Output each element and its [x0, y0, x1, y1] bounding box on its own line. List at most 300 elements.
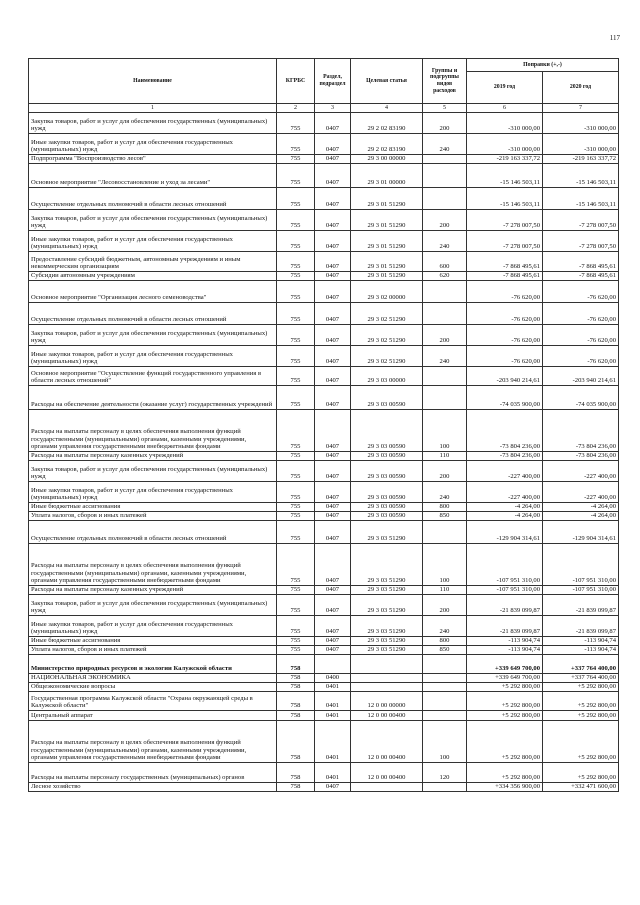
row-kgrbs: 755	[277, 164, 315, 188]
row-value-2019: -203 940 214,61	[467, 367, 543, 386]
row-section: 0407	[315, 544, 351, 586]
row-name: Иные бюджетные ассигнования	[29, 503, 277, 512]
row-expense-group: 240	[423, 482, 467, 503]
row-section: 0407	[315, 410, 351, 452]
row-target-article	[351, 683, 423, 692]
header-target-article: Целевая статья	[351, 59, 423, 104]
row-target-article: 29 3 03 51290	[351, 544, 423, 586]
row-expense-group: 850	[423, 646, 467, 655]
row-value-2019: -129 904 314,61	[467, 521, 543, 544]
row-section: 0407	[315, 281, 351, 303]
row-section: 0407	[315, 325, 351, 346]
row-value-2019: +5 292 800,00	[467, 721, 543, 763]
row-name: Осуществление отдельных полномочий в области лесных отношений	[29, 303, 277, 325]
row-name: Расходы на выплаты персоналу государственных (муниципальных) органов	[29, 763, 277, 783]
row-target-article: 29 3 03 00590	[351, 482, 423, 503]
row-section: 0407	[315, 595, 351, 616]
row-value-2020: -15 146 503,11	[543, 188, 619, 210]
row-kgrbs: 758	[277, 674, 315, 683]
row-section: 0407	[315, 272, 351, 281]
row-value-2019: -15 146 503,11	[467, 164, 543, 188]
row-value-2020: -4 264,00	[543, 503, 619, 512]
row-kgrbs: 755	[277, 503, 315, 512]
row-value-2019: +339 649 700,00	[467, 655, 543, 674]
row-kgrbs: 755	[277, 367, 315, 386]
row-expense-group: 600	[423, 252, 467, 272]
header-name: Наименование	[29, 59, 277, 104]
row-value-2020: -76 620,00	[543, 303, 619, 325]
row-kgrbs: 758	[277, 721, 315, 763]
row-expense-group	[423, 367, 467, 386]
row-expense-group	[423, 386, 467, 410]
table-row	[29, 637, 619, 646]
row-kgrbs: 755	[277, 231, 315, 252]
row-expense-group: 200	[423, 113, 467, 134]
column-number: 5	[423, 104, 467, 113]
column-number: 1	[29, 104, 277, 113]
row-section: 0407	[315, 164, 351, 188]
row-target-article	[351, 655, 423, 674]
row-target-article: 29 3 03 00590	[351, 512, 423, 521]
row-value-2020: -107 951 310,00	[543, 586, 619, 595]
row-target-article: 29 3 01 51290	[351, 272, 423, 281]
table-row	[29, 711, 619, 721]
row-target-article: 29 3 03 51290	[351, 646, 423, 655]
row-kgrbs: 758	[277, 683, 315, 692]
row-name: Министерство природных ресурсов и экологии Калужской области	[29, 655, 277, 674]
row-expense-group: 100	[423, 721, 467, 763]
row-target-article	[351, 674, 423, 683]
row-expense-group: 240	[423, 616, 467, 637]
row-target-article: 29 3 03 51290	[351, 521, 423, 544]
table-row	[29, 346, 619, 367]
row-expense-group	[423, 674, 467, 683]
table-row	[29, 683, 619, 692]
row-value-2020: -7 278 007,50	[543, 231, 619, 252]
budget-amendments-table	[28, 58, 619, 792]
row-target-article: 12 0 00 00400	[351, 763, 423, 783]
row-expense-group: 200	[423, 325, 467, 346]
row-section: 0407	[315, 503, 351, 512]
row-value-2020: -73 804 236,00	[543, 452, 619, 461]
row-name: Иные закупки товаров, работ и услуг для обеспечения государственных (муниципальных) нужд	[29, 231, 277, 252]
row-section: 0407	[315, 188, 351, 210]
row-name: Государственная программа Калужской области "Охрана окружающей среды в Калужской области"	[29, 692, 277, 711]
row-kgrbs: 755	[277, 281, 315, 303]
row-value-2020: -7 868 495,61	[543, 252, 619, 272]
row-value-2019: -73 804 236,00	[467, 410, 543, 452]
page-number: 117	[609, 34, 620, 42]
row-target-article: 29 3 03 00590	[351, 386, 423, 410]
row-expense-group: 110	[423, 586, 467, 595]
row-expense-group: 800	[423, 503, 467, 512]
row-name: Предоставление субсидий бюджетным, автономным учреждениям и иным некоммерческим организациям	[29, 252, 277, 272]
table-row	[29, 586, 619, 595]
row-name: Закупка товаров, работ и услуг для обеспечения государственных (муниципальных) нужд	[29, 461, 277, 482]
table-row	[29, 721, 619, 763]
row-section: 0407	[315, 210, 351, 231]
row-name: Основное мероприятие "Осуществление функций государственного управления в области лесных отношений"	[29, 367, 277, 386]
row-expense-group: 200	[423, 595, 467, 616]
row-target-article: 29 3 03 00590	[351, 452, 423, 461]
row-target-article: 12 0 00 00000	[351, 692, 423, 711]
row-value-2020: +5 292 800,00	[543, 721, 619, 763]
table-row	[29, 164, 619, 188]
row-name: Расходы на выплаты персоналу казенных учреждений	[29, 452, 277, 461]
row-target-article: 29 3 02 51290	[351, 325, 423, 346]
row-kgrbs: 755	[277, 595, 315, 616]
row-value-2020: -74 035 900,00	[543, 386, 619, 410]
row-name: Основное мероприятие "Организация лесного семеноводства"	[29, 281, 277, 303]
row-kgrbs: 755	[277, 521, 315, 544]
row-name: Закупка товаров, работ и услуг для обеспечения государственных (муниципальных) нужд	[29, 113, 277, 134]
row-kgrbs: 755	[277, 155, 315, 164]
row-value-2020: -76 620,00	[543, 346, 619, 367]
table-row	[29, 113, 619, 134]
row-expense-group: 240	[423, 231, 467, 252]
table-row	[29, 616, 619, 637]
row-kgrbs: 755	[277, 252, 315, 272]
column-number: 2	[277, 104, 315, 113]
row-value-2019: +339 649 700,00	[467, 674, 543, 683]
row-expense-group	[423, 164, 467, 188]
row-kgrbs: 755	[277, 272, 315, 281]
row-section: 0401	[315, 721, 351, 763]
table-row	[29, 692, 619, 711]
header-year-2020: 2020 год	[543, 72, 619, 104]
row-value-2020: +5 292 800,00	[543, 692, 619, 711]
row-target-article: 29 3 03 00000	[351, 367, 423, 386]
table-row	[29, 210, 619, 231]
row-target-article: 12 0 00 00400	[351, 721, 423, 763]
row-expense-group	[423, 521, 467, 544]
table-row	[29, 386, 619, 410]
table-row	[29, 134, 619, 155]
row-expense-group: 120	[423, 763, 467, 783]
row-target-article: 29 3 01 51290	[351, 231, 423, 252]
row-value-2020: +5 292 800,00	[543, 763, 619, 783]
row-value-2020: +332 471 600,00	[543, 783, 619, 792]
row-value-2019: -113 904,74	[467, 637, 543, 646]
row-section: 0407	[315, 231, 351, 252]
row-name: Расходы на выплаты персоналу в целях обеспечения выполнения функций государственными (муниципальными) органами, казенными учреждениями, органами управления государственными внебюджетными фондами	[29, 544, 277, 586]
row-name: Закупка товаров, работ и услуг для обеспечения государственных (муниципальных) нужд	[29, 325, 277, 346]
row-name: Осуществление отдельных полномочий в области лесных отношений	[29, 521, 277, 544]
row-value-2019: -76 620,00	[467, 325, 543, 346]
table-row	[29, 367, 619, 386]
row-expense-group: 800	[423, 637, 467, 646]
row-section: 0407	[315, 783, 351, 792]
row-value-2020: -107 951 310,00	[543, 544, 619, 586]
table-row	[29, 674, 619, 683]
row-section: 0400	[315, 674, 351, 683]
row-value-2020: -227 400,00	[543, 461, 619, 482]
row-value-2019: -74 035 900,00	[467, 386, 543, 410]
table-row	[29, 503, 619, 512]
table-row	[29, 521, 619, 544]
row-name: Расходы на обеспечение деятельности (оказание услуг) государственных учреждений	[29, 386, 277, 410]
row-kgrbs: 755	[277, 586, 315, 595]
row-kgrbs: 755	[277, 113, 315, 134]
row-section: 0401	[315, 711, 351, 721]
row-kgrbs: 755	[277, 452, 315, 461]
row-kgrbs: 755	[277, 325, 315, 346]
row-value-2019: -219 163 337,72	[467, 155, 543, 164]
row-value-2019: -4 264,00	[467, 512, 543, 521]
table-row	[29, 512, 619, 521]
row-name: Центральный аппарат	[29, 711, 277, 721]
row-section: 0407	[315, 155, 351, 164]
row-value-2020: -73 804 236,00	[543, 410, 619, 452]
row-name: Осуществление отдельных полномочий в области лесных отношений	[29, 188, 277, 210]
row-value-2020: -219 163 337,72	[543, 155, 619, 164]
row-target-article: 29 3 03 00590	[351, 461, 423, 482]
row-expense-group	[423, 783, 467, 792]
row-section: 0401	[315, 763, 351, 783]
row-name: Закупка товаров, работ и услуг для обеспечения государственных (муниципальных) нужд	[29, 210, 277, 231]
row-value-2020: -113 904,74	[543, 637, 619, 646]
row-expense-group: 240	[423, 346, 467, 367]
row-target-article: 29 3 01 51290	[351, 210, 423, 231]
row-kgrbs: 755	[277, 512, 315, 521]
row-value-2019: -21 839 099,87	[467, 595, 543, 616]
row-kgrbs: 755	[277, 303, 315, 325]
row-kgrbs: 755	[277, 544, 315, 586]
row-target-article: 29 3 02 51290	[351, 303, 423, 325]
row-name: НАЦИОНАЛЬНАЯ ЭКОНОМИКА	[29, 674, 277, 683]
row-expense-group: 620	[423, 272, 467, 281]
column-number: 7	[543, 104, 619, 113]
column-number: 6	[467, 104, 543, 113]
row-value-2019: -113 904,74	[467, 646, 543, 655]
row-value-2019: +5 292 800,00	[467, 711, 543, 721]
row-target-article: 29 3 01 51290	[351, 252, 423, 272]
row-value-2020: -76 620,00	[543, 325, 619, 346]
row-value-2020: -21 839 099,87	[543, 616, 619, 637]
row-target-article: 29 3 03 51290	[351, 616, 423, 637]
row-name: Иные закупки товаров, работ и услуг для обеспечения государственных (муниципальных) нужд	[29, 616, 277, 637]
table-row	[29, 231, 619, 252]
row-expense-group: 850	[423, 512, 467, 521]
row-section: 0407	[315, 303, 351, 325]
row-expense-group	[423, 155, 467, 164]
table-row	[29, 461, 619, 482]
row-value-2019: -7 868 495,61	[467, 272, 543, 281]
row-name: Иные бюджетные ассигнования	[29, 637, 277, 646]
table-row	[29, 544, 619, 586]
row-section: 0407	[315, 637, 351, 646]
row-value-2019: -7 278 007,50	[467, 231, 543, 252]
row-kgrbs: 755	[277, 637, 315, 646]
row-target-article: 29 3 00 00000	[351, 155, 423, 164]
row-value-2020: -113 904,74	[543, 646, 619, 655]
table-body	[29, 113, 619, 792]
row-value-2019: -73 804 236,00	[467, 452, 543, 461]
row-value-2020: +337 764 400,00	[543, 655, 619, 674]
row-name: Закупка товаров, работ и услуг для обеспечения государственных (муниципальных) нужд	[29, 595, 277, 616]
row-value-2019: +5 292 800,00	[467, 683, 543, 692]
row-section: 0407	[315, 452, 351, 461]
row-value-2020: -7 868 495,61	[543, 272, 619, 281]
row-name: Уплата налогов, сборов и иных платежей	[29, 512, 277, 521]
row-value-2020: +337 764 400,00	[543, 674, 619, 683]
row-value-2020: -129 904 314,61	[543, 521, 619, 544]
row-target-article	[351, 783, 423, 792]
row-kgrbs: 755	[277, 188, 315, 210]
row-target-article: 29 3 03 51290	[351, 595, 423, 616]
column-number: 4	[351, 104, 423, 113]
column-number: 3	[315, 104, 351, 113]
row-expense-group	[423, 692, 467, 711]
row-name: Иные закупки товаров, работ и услуг для обеспечения государственных (муниципальных) нужд	[29, 134, 277, 155]
row-expense-group	[423, 655, 467, 674]
row-section: 0407	[315, 461, 351, 482]
table-row	[29, 763, 619, 783]
row-target-article: 29 3 01 00000	[351, 164, 423, 188]
row-kgrbs: 758	[277, 783, 315, 792]
row-expense-group: 240	[423, 134, 467, 155]
row-name: Расходы на выплаты персоналу казенных учреждений	[29, 586, 277, 595]
header-amendments: Поправки (+,-)	[467, 59, 619, 72]
row-value-2019: -107 951 310,00	[467, 586, 543, 595]
row-value-2019: -76 620,00	[467, 346, 543, 367]
row-expense-group: 110	[423, 452, 467, 461]
row-value-2020: -4 264,00	[543, 512, 619, 521]
row-value-2020: -310 000,00	[543, 113, 619, 134]
row-name: Субсидии автономным учреждениям	[29, 272, 277, 281]
row-value-2020: -15 146 503,11	[543, 164, 619, 188]
row-section: 0407	[315, 586, 351, 595]
row-value-2019: -107 951 310,00	[467, 544, 543, 586]
row-target-article: 29 3 02 00000	[351, 281, 423, 303]
row-kgrbs: 755	[277, 616, 315, 637]
table-row	[29, 281, 619, 303]
row-value-2019: -310 000,00	[467, 134, 543, 155]
row-section: 0407	[315, 367, 351, 386]
row-value-2019: -15 146 503,11	[467, 188, 543, 210]
header-section: Раздел, подраздел	[315, 59, 351, 104]
row-expense-group: 100	[423, 410, 467, 452]
table-row	[29, 325, 619, 346]
row-value-2019: -4 264,00	[467, 503, 543, 512]
row-value-2019: -76 620,00	[467, 303, 543, 325]
row-kgrbs: 758	[277, 692, 315, 711]
row-section: 0407	[315, 521, 351, 544]
table-row	[29, 595, 619, 616]
row-section: 0407	[315, 482, 351, 503]
table-row	[29, 155, 619, 164]
row-expense-group	[423, 303, 467, 325]
row-expense-group: 200	[423, 461, 467, 482]
row-value-2019: -227 400,00	[467, 482, 543, 503]
row-section: 0407	[315, 113, 351, 134]
row-value-2020: -203 940 214,61	[543, 367, 619, 386]
row-kgrbs: 755	[277, 646, 315, 655]
row-value-2020: -310 000,00	[543, 134, 619, 155]
row-value-2019: +5 292 800,00	[467, 763, 543, 783]
row-section: 0407	[315, 616, 351, 637]
row-expense-group	[423, 281, 467, 303]
row-section: 0401	[315, 692, 351, 711]
row-kgrbs: 755	[277, 461, 315, 482]
row-value-2019: +334 356 900,00	[467, 783, 543, 792]
row-value-2020: +5 292 800,00	[543, 683, 619, 692]
row-expense-group: 100	[423, 544, 467, 586]
row-section: 0401	[315, 683, 351, 692]
table-row	[29, 303, 619, 325]
row-expense-group	[423, 188, 467, 210]
row-section: 0407	[315, 252, 351, 272]
row-name: Иные закупки товаров, работ и услуг для обеспечения государственных (муниципальных) нужд	[29, 482, 277, 503]
table-row	[29, 252, 619, 272]
row-value-2019: -21 839 099,87	[467, 616, 543, 637]
row-section: 0407	[315, 134, 351, 155]
row-kgrbs: 758	[277, 711, 315, 721]
row-name: Расходы на выплаты персоналу в целях обеспечения выполнения функций государственными (муниципальными) органами, казенными учреждениями, органами управления государственными внебюджетными фондами	[29, 721, 277, 763]
row-value-2020: -21 839 099,87	[543, 595, 619, 616]
row-target-article: 29 3 03 00590	[351, 503, 423, 512]
row-value-2020: -227 400,00	[543, 482, 619, 503]
row-value-2019: -7 868 495,61	[467, 252, 543, 272]
header-expense-group: Группы и подгруппы видов расходов	[423, 59, 467, 104]
row-target-article: 29 2 02 83190	[351, 134, 423, 155]
row-target-article: 12 0 00 00400	[351, 711, 423, 721]
row-name: Расходы на выплаты персоналу в целях обеспечения выполнения функций государственными (муниципальными) органами, казенными учреждениями, органами управления государственными внебюджетными фондами	[29, 410, 277, 452]
row-kgrbs: 758	[277, 763, 315, 783]
row-kgrbs: 755	[277, 134, 315, 155]
row-target-article: 29 3 01 51290	[351, 188, 423, 210]
row-section: 0407	[315, 346, 351, 367]
column-numbers-row	[29, 104, 619, 113]
row-value-2019: -7 278 007,50	[467, 210, 543, 231]
row-name: Иные закупки товаров, работ и услуг для обеспечения государственных (муниципальных) нужд	[29, 346, 277, 367]
table-row	[29, 410, 619, 452]
row-section: 0407	[315, 646, 351, 655]
row-value-2020: +5 292 800,00	[543, 711, 619, 721]
row-target-article: 29 3 03 51290	[351, 586, 423, 595]
table-row	[29, 452, 619, 461]
row-value-2019: -310 000,00	[467, 113, 543, 134]
row-target-article: 29 3 03 51290	[351, 637, 423, 646]
table-row	[29, 655, 619, 674]
row-target-article: 29 3 02 51290	[351, 346, 423, 367]
row-section: 0407	[315, 386, 351, 410]
table-row	[29, 646, 619, 655]
row-name: Подпрограмма "Воспроизводство лесов"	[29, 155, 277, 164]
header-kgrbs: КГРБС	[277, 59, 315, 104]
row-target-article: 29 3 03 00590	[351, 410, 423, 452]
row-value-2019: -227 400,00	[467, 461, 543, 482]
table-row	[29, 482, 619, 503]
row-name: Основное мероприятие "Лесовосстановление и уход за лесами"	[29, 164, 277, 188]
row-name: Уплата налогов, сборов и иных платежей	[29, 646, 277, 655]
row-section	[315, 655, 351, 674]
table-row	[29, 272, 619, 281]
row-name: Общеэкономические вопросы	[29, 683, 277, 692]
row-kgrbs: 755	[277, 386, 315, 410]
row-target-article: 29 2 02 83190	[351, 113, 423, 134]
header-year-2019: 2019 год	[467, 72, 543, 104]
row-section: 0407	[315, 512, 351, 521]
table-row	[29, 783, 619, 792]
row-kgrbs: 758	[277, 655, 315, 674]
row-name: Лесное хозяйство	[29, 783, 277, 792]
row-value-2019: -76 620,00	[467, 281, 543, 303]
row-kgrbs: 755	[277, 210, 315, 231]
row-expense-group: 200	[423, 210, 467, 231]
row-kgrbs: 755	[277, 346, 315, 367]
row-value-2020: -7 278 007,50	[543, 210, 619, 231]
